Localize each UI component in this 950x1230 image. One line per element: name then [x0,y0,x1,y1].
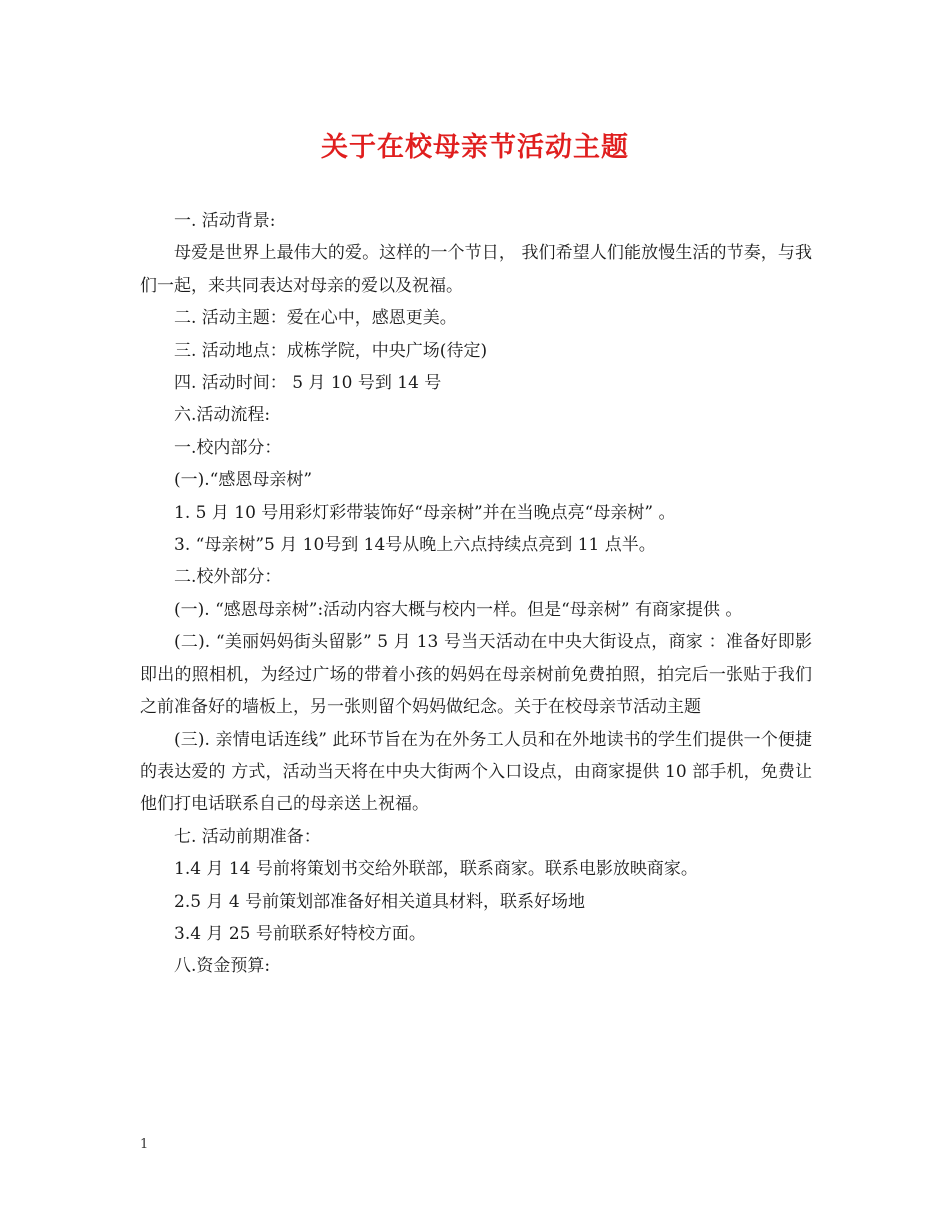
paragraph-step-1: 1. 5 月 10 号用彩灯彩带装饰好“母亲树”并在当晚点亮“母亲树” 。 [174,502,676,523]
document-title: 关于在校母亲节活动主题 [321,132,629,163]
paragraph-preparation-1: 1.4 月 14 号前将策划书交给外联部，联系商家。联系电影放映商家。 [174,859,698,880]
paragraph-background-text: 母爱是世界上最伟大的爱。这样的一个节日， 我们希望人们能放慢生活的节奏，与我们一起，来共同表达对母亲的爱以及祝福。 [140,243,812,296]
paragraph-on-campus-heading: 一.校内部分： [174,437,282,458]
paragraph-budget-heading: 八.资金预算: [174,956,271,977]
paragraph-location: 三. 活动地点：成栋学院，中央广场(待定) [174,340,488,361]
paragraph-off-campus-heading: 二.校外部分： [174,567,282,588]
paragraph-background-heading: 一. 活动背景: [174,211,276,231]
paragraph-process-heading: 六.活动流程: [174,405,271,426]
paragraph-preparation-3: 3.4 月 25 号前联系好特校方面。 [174,923,426,944]
paragraph-preparation-heading: 七. 活动前期准备： [174,826,321,847]
paragraph-mother-tree-heading: (一).“感恩母亲树” [174,470,313,491]
paragraph-theme: 二. 活动主题：爱在心中，感恩更美。 [174,308,457,329]
paragraph-off-campus-2: (二). “美丽妈妈街头留影” 5 月 13 号当天活动在中央大街设点，商家 ：准备好即影即出的照相机，为经过广场的带着小孩的妈妈在母亲树前免费拍照，拍完后一张贴于我们之前准备好的墙板上，另一张则留个妈妈做纪念。关于在校母亲节活动主题 [140,632,812,718]
paragraph-off-campus-1: (一). “感恩母亲树”:活动内容大概与校内一样。但是“母亲树” 有商家提供 。 [174,599,743,620]
paragraph-off-campus-3: (三). 亲情电话连线” 此环节旨在为在外务工人员和在外地读书的学生们提供一个便捷的表达爱的 方式，活动当天将在中央大街两个入口设点，由商家提供 10 部手机，免费让他们打电话联系自己的母亲送上祝福。 [140,729,812,815]
document-body [140,205,812,983]
paragraph-time: 四. 活动时间： 5 月 10 号到 14 号 [174,373,442,394]
paragraph-preparation-2: 2.5 月 4 号前策划部准备好相关道具材料，联系好场地 [174,891,586,912]
paragraph-step-3: 3. “母亲树”5 月 10号到 14号从晚上六点持续点亮到 11 点半。 [174,535,656,556]
page-number: 1 [140,1137,149,1152]
